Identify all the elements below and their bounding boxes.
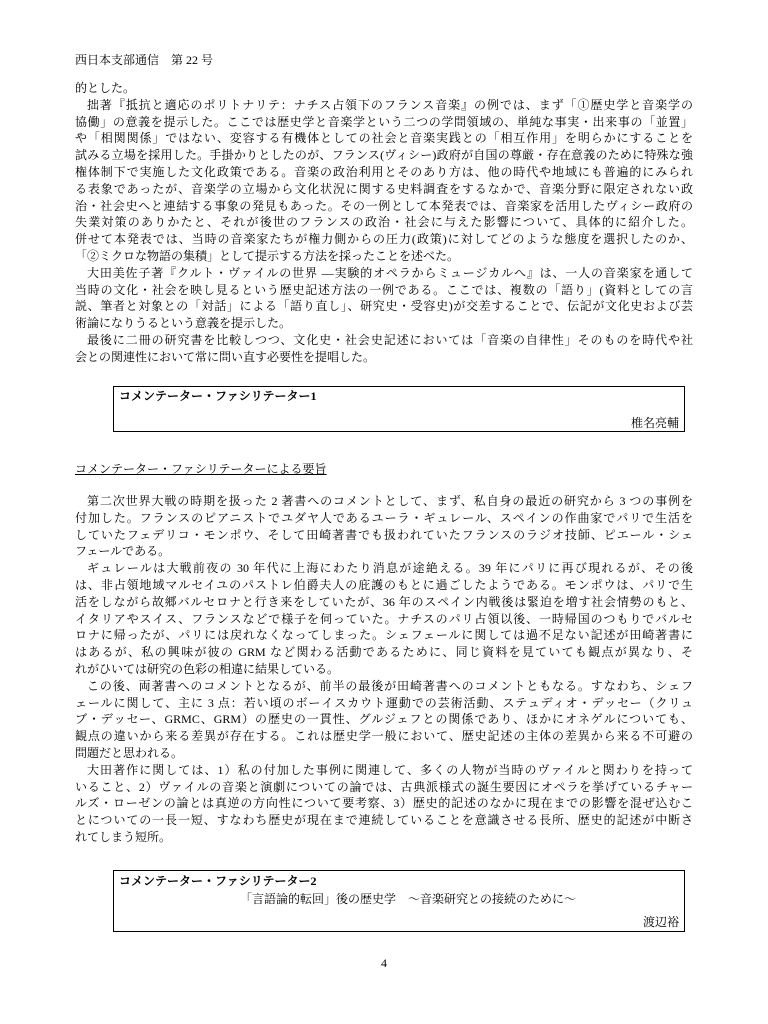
commentator-facilitator-box-1 xyxy=(113,386,685,432)
paragraph-line: る表象であったが、音楽学の立場から文化状況に関する史料調査をするなかで、音楽分野に限定されない政 xyxy=(75,181,693,196)
paragraph-line: ルズ・ローゼンの論とは真逆の方向性について要考察、3）歴史的記述のなかに現在までの影響を混ぜ込むこ xyxy=(75,796,693,811)
paragraph-line: ェールに関して、主に 3 点：若い頃のボーイスカウト運動での芸術活動、ステュディオ・デッセー（クリュ xyxy=(75,695,693,710)
paragraph xyxy=(75,560,693,678)
paragraph xyxy=(75,265,693,332)
paragraph-line: ギュレールは大戦前夜の 30 年代に上海にわたり消息が途絶える。39 年にパリに再び現れるが、その後 xyxy=(87,561,693,576)
paragraph xyxy=(75,80,693,97)
commentator-name: 椎名亮輔 xyxy=(630,416,679,430)
paragraph-line: 試みる立場を採用した。手掛かりとしたのが、フランス(ヴィシー)政府が自国の尊厳・存在意義のために特殊な強 xyxy=(75,148,693,163)
paragraph-line: 的とした。 xyxy=(75,81,136,95)
paragraph-line: 活をしながら故郷バルセロナと行き来をしていたが、36 年のスペイン内戦後は緊迫を増す社会情勢のもと、 xyxy=(75,594,693,609)
paragraph-line: ロナに帰ったが、パリには戻れなくなってしまった。シェフェールに関しては過不足ない記述が田崎著書に xyxy=(75,628,693,643)
report-summary-text xyxy=(75,80,693,366)
paragraph-line: 術論になりうるという意義を提示した。 xyxy=(75,316,292,331)
paragraph-line: 問題だと思われる。 xyxy=(75,745,184,760)
paragraph xyxy=(75,97,693,265)
commentator-role-label: コメンテーター・ファシリテーター2 xyxy=(119,874,317,888)
paragraph-line: 協働」の意義を提示した。ここでは歴史学と音楽学という二つの学問領域の、単純な事実・出来事の「並置」 xyxy=(75,114,693,129)
paragraph xyxy=(75,493,693,560)
paragraph-line: はあるが、私の興味が彼の GRM など関わる活動であるために、同じ資料を見ていても観点が異なり、そ xyxy=(75,645,693,660)
commentator-name: 渡辺裕 xyxy=(642,915,679,929)
paragraph-line: イタリアやスイス、フランスなどで様子を伺っていた。ナチスのパリ占領以後、一時帰国のつもりでバルセ xyxy=(75,611,693,626)
paragraph-line: 「②ミクロな物語の集積」として提示する方法を採ったことを述べた。 xyxy=(75,248,460,263)
paragraph-line: は、非占領地域マルセイユのパストレ伯爵夫人の庇護のもとに過ごしたようである。モンポウは、パリで生 xyxy=(75,577,693,592)
paragraph-line: フェールである。 xyxy=(75,544,171,559)
paragraph-line: 大田美佐子著『クルト・ヴァイルの世界 ―実験的オペラからミュージカルへ』は、一人の音楽家を通して xyxy=(87,265,693,280)
paragraph-line: 説、筆者と対象との「対話」による「語り直し」、研究史・受容史)が交差することで、伝記が文化史および芸 xyxy=(75,299,693,314)
paragraph-line: いること、2）ヴァイルの音楽と演劇についての論では、古典派様式の誕生要因にオペラを挙げているチャー xyxy=(75,779,693,794)
paragraph xyxy=(75,678,693,762)
paragraph-line: 付加した。フランスのピアニストでユダヤ人であるユーラ・ギュレール、スペインの作曲家でパリで生活を xyxy=(75,510,693,525)
paragraph-line: 併せて本発表では、当時の音楽家たちが権力側からの圧力(政策)に対してどのような態度を選択したのか、 xyxy=(75,232,693,247)
paragraph-line: 失業対策のありかたと、それが後世のフランスの政治・社会に与えた影響について、具体的に紹介した。 xyxy=(75,215,693,230)
paragraph-line: この後、両著書へのコメントとなるが、前半の最後が田崎著書へのコメントともなる。すなわち、シェフ xyxy=(87,678,693,693)
paragraph-line: 大田著作に関しては、1）私の付加した事例に関連して、多くの人物が当時のヴァイルと関わりを持って xyxy=(87,762,693,777)
paragraph xyxy=(75,332,693,366)
paragraph-line: れてしまう短所。 xyxy=(75,829,172,844)
paragraph-line: とについての一長一短、すなわち歴史が現在まで連続していることを意識させる長所、歴史的記述が中断さ xyxy=(75,813,693,828)
paragraph-line: 拙著『抵抗と適応のポリトナリテ：ナチス占領下のフランス音楽』の例では、まず「①歴史学と音楽学の xyxy=(87,97,693,112)
commentator-role-label: コメンテーター・ファシリテーター1 xyxy=(119,389,317,403)
presentation-title: 「言語論的転回」後の歴史学 ～音楽研究との接続のために～ xyxy=(239,892,576,906)
paragraph-line: や「相関関係」ではない、変容する有機体としての社会と音楽実践との「相互作用」を明らかにすることを xyxy=(75,131,693,146)
paragraph xyxy=(75,762,693,846)
paragraph-line: 最後に二冊の研究書を比較しつつ、文化史・社会史記述においては「音楽の自律性」そのものを時代や社 xyxy=(87,332,693,347)
paragraph-line: ブ・デッセー、GRMC、GRM）の歴史の一貫性、グルジェフとの関係であり、ほかにオネゲルについても、 xyxy=(75,712,693,727)
commentator-summary-text xyxy=(75,493,693,846)
paragraph-line: れがひいては研究の色彩の相違に結果している。 xyxy=(75,661,340,676)
newsletter-header: 西日本支部通信 第 22 号 xyxy=(75,53,214,67)
paragraph-line: 会との関連性において常に問い直す必要性を提唱した。 xyxy=(75,349,376,364)
commentator-facilitator-box-2 xyxy=(113,870,685,932)
paragraph-line: 治・社会史へと連結する事象の発見もあった。その一例として本発表では、音楽家を活用したヴィシー政府の xyxy=(75,198,693,213)
paragraph-line: 観点の違いから来る差異が存在する。これは歴史学一般において、歴史記述の主体の差異から来る不可避の xyxy=(75,729,693,744)
paragraph-line: 権体制下で実施した文化政策である。音楽の政治利用とそのあり方は、他の時代や地域にも普遍的にみられ xyxy=(75,164,693,179)
section-heading: コメンテーター・ファシリテーターによる要旨 xyxy=(75,462,327,476)
paragraph-line: していたフェデリコ・モンポウ、そして田崎著書でも扱われていたフランスのラジオ技師、ピエール・シェ xyxy=(75,527,693,542)
paragraph-line: 第二次世界大戦の時期を扱った 2 著書へのコメントとして、まず、私自身の最近の研究から 3 つの事例を xyxy=(87,494,693,508)
page-number: 4 xyxy=(381,956,387,970)
paragraph-line: 当時の文化・社会を映し見るという歴史記述方法の一例である。ここでは、複数の「語り」(資料としての言 xyxy=(75,282,693,297)
